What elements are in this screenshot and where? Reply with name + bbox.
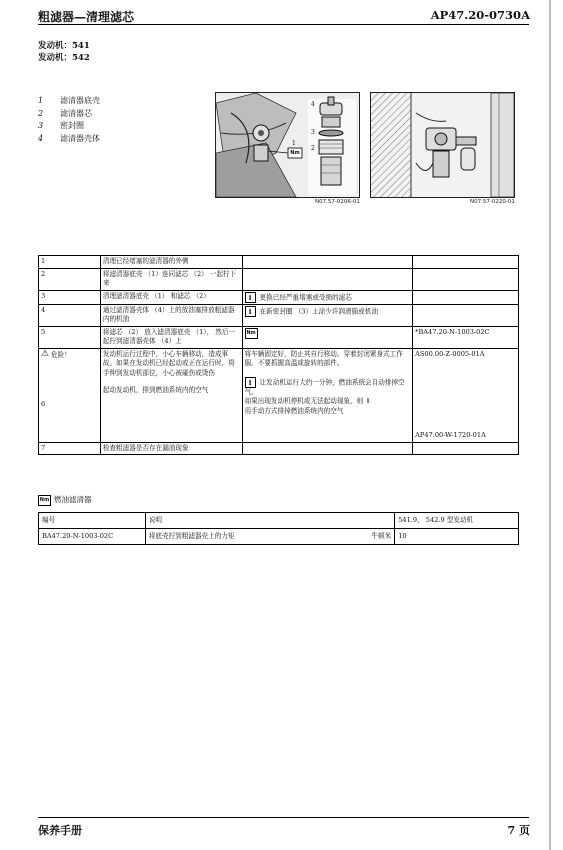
danger-text: 发动机运行过程中，小心车辆移动，造成事故。如果在发动机已经起动或正在运行时，将手伸到发动机部位，小心被碰伤或烫伤 [102, 349, 235, 377]
torque-icon: Nm [38, 495, 51, 506]
table-row [39, 326, 519, 348]
warning-icon: ⚠ [41, 348, 50, 359]
step-action: 将滤芯 （2） 放入滤清器底壳 （1）， 然后一起拧到滤清器壳体 （4）上 [100, 326, 242, 348]
spec-description: 将底壳拧到粗滤器壳上的力矩 牛顿米 [145, 529, 394, 545]
step-action: 清理已经堵塞的滤清器的外侧 [100, 256, 242, 269]
engine-list [38, 40, 90, 64]
torque-icon: Nm [245, 328, 258, 339]
step-number: 3 [39, 290, 101, 304]
info-icon: i [245, 292, 256, 303]
step-note: i 在新密封圈 （3）上涂少许润滑脂或机油 [242, 304, 413, 326]
footer-title: 保养手册 [38, 824, 82, 837]
torque-icon: Nm [290, 150, 300, 156]
table-row [39, 268, 519, 290]
step-number: 5 [39, 326, 101, 348]
table-header-row [39, 513, 519, 529]
callout-label: 2 [311, 145, 315, 152]
filter-installed-figure [370, 92, 515, 198]
step-note-text: 如果出现发动机停机或无法起动现象，则 ⇓ [244, 397, 371, 405]
footer-rule [38, 817, 529, 818]
spec-unit: 牛顿米 [371, 532, 392, 540]
table-row [39, 256, 519, 269]
engine-line: 发动机：541 [38, 41, 90, 51]
parts-legend-item: 1 滤清器底壳 [38, 96, 100, 105]
step-number: 7 [39, 442, 101, 455]
step-number: 2 [39, 268, 101, 290]
column-header: 编号 [39, 513, 146, 529]
page-edge-bar [549, 0, 551, 850]
header-rule [38, 24, 529, 25]
parts-legend-item: 4 滤清器壳体 [38, 133, 100, 143]
table-row [39, 304, 519, 326]
step-note: i 更换已经严重堵塞或受损的滤芯 [242, 290, 413, 304]
step-reference [413, 268, 519, 290]
step-action: 检查粗滤器是否存在漏油现象 [100, 442, 242, 455]
step-reference-link[interactable]: AP47.00-W-1720-01A [415, 431, 486, 439]
callout-label: 1 [292, 140, 296, 147]
figure-caption: N07.57-0206-01 [315, 199, 360, 205]
parts-legend-item: 2 滤清器芯 [38, 108, 92, 118]
danger-label: 危险！ [51, 350, 71, 359]
step-action: 清理滤清器底壳 （1） 和滤芯 （2） [100, 290, 242, 304]
step-reference [413, 256, 519, 269]
step-note [242, 348, 413, 442]
table-row [39, 290, 519, 304]
filter-installed-illustration [371, 93, 514, 197]
step-reference [413, 290, 519, 304]
danger-cell [39, 348, 101, 442]
step-note [242, 326, 413, 348]
step-reference: *BA47.20-N-1003-02C [413, 326, 519, 348]
figure-caption: N07.57-0220-01 [470, 199, 515, 205]
step-note [242, 256, 413, 269]
step-number: 6 [41, 399, 46, 408]
page-title: 粗滤器—清理滤芯 [38, 10, 135, 24]
column-header: 541.9、 542.9 型发动机 [395, 513, 519, 529]
filter-assembly-figure [215, 92, 360, 198]
spec-code[interactable]: BA47.20-N-1003-02C [39, 529, 146, 545]
step-reference [413, 348, 519, 442]
info-icon: i [245, 306, 256, 317]
danger-reference[interactable]: AS00.00-Z-0005-01A [415, 349, 485, 358]
danger-note: 将车辆固定好，防止其自行移动。穿着封闭紧身式工作服。不要抓握高温或旋转的部件。 [244, 349, 403, 367]
procedure-table [38, 255, 519, 455]
table-row [39, 348, 519, 442]
callout-label: 3 [311, 129, 315, 136]
page-number: 7 页 [507, 824, 530, 837]
parts-legend-item: 3 密封圈 [38, 121, 84, 130]
callout-label: 4 [311, 101, 315, 108]
step-reference [413, 442, 519, 455]
step-action [100, 348, 242, 442]
column-header: 说明 [145, 513, 394, 529]
spec-table [38, 512, 519, 545]
spec-value: 10 [395, 529, 519, 545]
filter-assembly-illustration [216, 93, 359, 197]
step-reference [413, 304, 519, 326]
parts-legend [38, 95, 100, 145]
step-note-text: i 让发动机运行大约一分钟，燃油系统会自动排掉空气。 [244, 377, 405, 396]
step-number: 1 [39, 256, 101, 269]
step-note-text: 用手动方式排掉燃油系统内的空气 [244, 406, 344, 415]
spec-title: Nm 燃油滤清器 [39, 495, 92, 504]
document-code: AP47.20-0730A [430, 8, 530, 22]
step-number: 4 [39, 304, 101, 326]
table-row [39, 529, 519, 545]
step-note [242, 268, 413, 290]
table-row [39, 442, 519, 455]
step-action: 通过滤清器壳体 （4）上的放油塞排放粗滤器内的机油 [100, 304, 242, 326]
step-action: 将滤清器底壳 （1）连同滤芯 （2） 一起拧下来 [100, 268, 242, 290]
engine-line: 发动机：542 [38, 53, 90, 63]
info-icon: i [245, 377, 256, 388]
step-note [242, 442, 413, 455]
step-action-text: 起动发动机，排到燃油系统内的空气 [102, 386, 209, 394]
